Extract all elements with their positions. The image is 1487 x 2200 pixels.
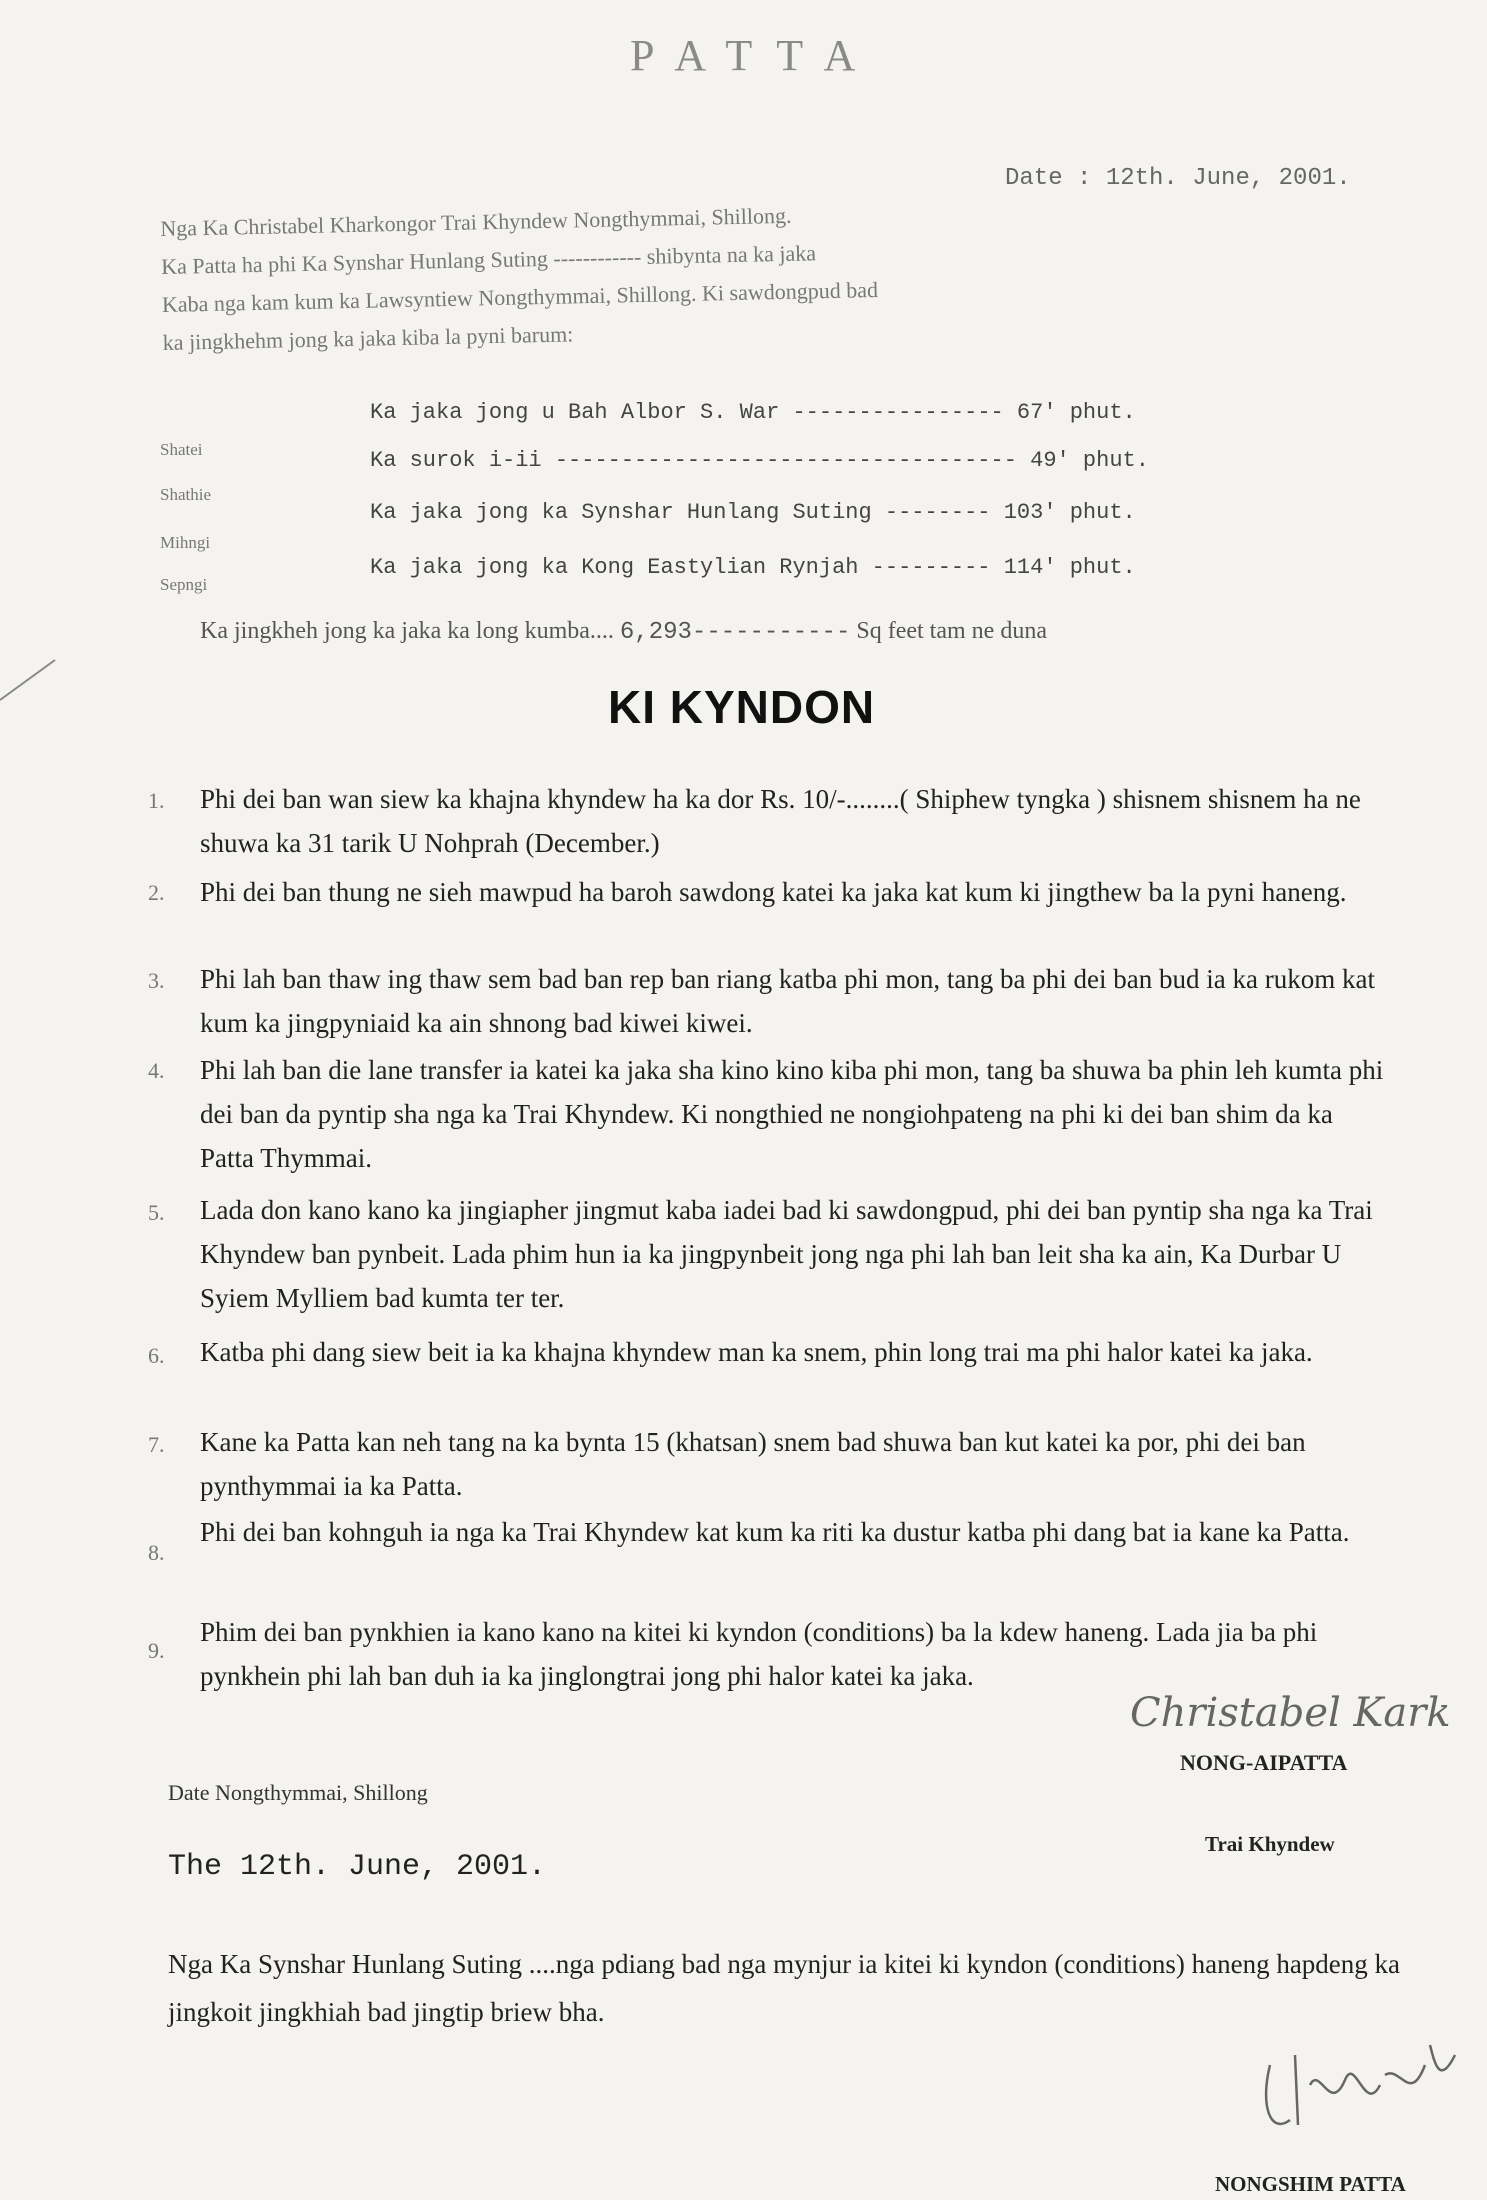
paper-edge-line xyxy=(0,640,60,720)
footer-place: Date Nongthymmai, Shillong xyxy=(168,1780,428,1805)
boundary-value: 103' phut. xyxy=(1003,500,1136,525)
intro-line: Kaba nga kam kum ka Lawsyntiew Nongthymmai, Shillong. Ki sawdongpud bad xyxy=(161,276,879,317)
condition-number: 7. xyxy=(148,1432,165,1457)
condition-number: 3. xyxy=(148,968,165,993)
condition-text: Phim dei ban pynkhien ia kano kano na kitei ki kyndon (conditions) ba la kdew haneng. Lada jia ba phi pynkhein phi lah ban duh ia ka jinglongtrai jong phi halor katei ka jaka. xyxy=(200,1617,1318,1691)
boundary-value: 114' phut. xyxy=(1003,555,1136,580)
condition-text: Phi dei ban wan siew ka khajna khyndew ha ka dor Rs. 10/-........( Shiphew tyngka ) shisnem shisnem ha ne shuwa ka 31 tarik U Nohprah (December.) xyxy=(200,784,1361,858)
boundary-label: Mihngi xyxy=(160,533,211,552)
holder-signature-scribble xyxy=(1250,2025,1470,2145)
measurement-suffix: Sq feet tam ne duna xyxy=(856,618,1047,644)
condition-text: Phi lah ban thaw ing thaw sem bad ban rep ban riang katba phi mon, tang ba phi dei ban bud ia ka rukom kat kum ka jingpyniaid ka ain shnong bad kiwei kiwei. xyxy=(200,964,1375,1038)
footer-date: The 12th. June, 2001. xyxy=(168,1850,547,1884)
issuer-role: NONG-AIPATTA xyxy=(1180,1750,1348,1775)
condition-text: Lada don kano kano ka jingiapher jingmut kaba iadei bad ki sawdongpud, phi dei ban pyntip sha nga ka Trai Khyndew ban pynbeit. Lada phim hun ia ka jingpynbeit jong nga phi lah ban leit sha ka ain, Ka Durbar U Syiem Mylliem bad kumta ter ter. xyxy=(200,1195,1373,1313)
condition-number: 1. xyxy=(148,788,165,813)
boundary-desc: Ka jaka jong u Bah Albor S. War xyxy=(370,400,780,425)
condition-number: 8. xyxy=(148,1540,165,1565)
conditions-heading: KI KYNDON xyxy=(608,681,876,733)
boundary-value: 67' phut. xyxy=(1016,400,1136,425)
condition-text: Phi lah ban die lane transfer ia katei ka jaka sha kino kino kiba phi mon, tang ba shuwa ba phin leh kumta phi dei ban da pyntip sha nga ka Trai Khyndew. Ki nongthied ne nongiohpateng na phi ki dei ban shim da ka Patta Thymmai. xyxy=(200,1055,1384,1173)
issue-date: Date : 12th. June, 2001. xyxy=(1005,165,1351,192)
area-measurement: Ka jingkheh jong ka jaka ka long kumba.... 6,293----------- Sq feet tam ne duna xyxy=(200,618,1047,646)
acceptance-statement: Nga Ka Synshar Hunlang Suting ....nga pdiang bad nga mynjur ia kitei ki kyndon (conditions) haneng hapdeng ka jingkoit jingkhiah bad jingtip briew bha. xyxy=(168,1949,1401,2027)
boundary-label: Sepngi xyxy=(160,575,208,594)
boundary-desc: Ka surok i-ii xyxy=(370,448,542,473)
boundary-desc: Ka jaka jong ka Synshar Hunlang Suting xyxy=(370,500,872,525)
measurement-value: 6,293 xyxy=(619,619,692,646)
holder-role: NONGSHIM PATTA xyxy=(1215,2172,1406,2196)
condition-number: 2. xyxy=(148,880,165,905)
condition-text: Phi dei ban thung ne sieh mawpud ha baroh sawdong katei ka jaka kat kum ki jingthew ba la pyni haneng. xyxy=(200,877,1347,907)
boundary-label: Shathie xyxy=(160,485,211,504)
condition-text: Kane ka Patta kan neh tang na ka bynta 15 (khatsan) snem bad shuwa ban kut katei ka por, phi dei ban pynthymmai ia ka Patta. xyxy=(200,1427,1306,1501)
boundary-text: Ka jaka jong ka Synshar Hunlang Suting -------- 103' phut. xyxy=(370,500,1136,525)
boundary-value: 49' phut. xyxy=(1030,448,1149,473)
intro-block xyxy=(160,195,879,362)
condition-number: 4. xyxy=(148,1058,165,1083)
boundary-text: Ka jaka jong ka Kong Eastylian Rynjah --------- 114' phut. xyxy=(370,555,1136,580)
condition-number: 5. xyxy=(148,1200,165,1225)
boundary-text: Ka surok i-ii ----------------------------------- 49' phut. xyxy=(370,448,1149,473)
boundary-label: Shatei xyxy=(160,440,203,459)
issuer-subrole: Trai Khyndew xyxy=(1205,1832,1335,1856)
condition-number: 9. xyxy=(148,1638,165,1663)
condition-number: 6. xyxy=(148,1343,165,1368)
measurement-prefix: Ka jingkheh jong ka jaka ka long kumba.... xyxy=(200,618,614,644)
intro-line: ka jingkhehm jong ka jaka kiba la pyni barum: xyxy=(162,321,574,355)
document-title: PATTA xyxy=(630,31,880,80)
owner-signature: Christabel Kark xyxy=(1130,1690,1451,1736)
condition-text: Katba phi dang siew beit ia ka khajna khyndew man ka snem, phin long trai ma phi halor katei ka jaka. xyxy=(200,1337,1313,1367)
boundary-desc: Ka jaka jong ka Kong Eastylian Rynjah xyxy=(370,555,859,580)
condition-text: Phi dei ban kohnguh ia nga ka Trai Khyndew kat kum ka riti ka dustur katba phi dang bat ia kane ka Patta. xyxy=(200,1517,1350,1547)
intro-line: Ka Patta ha phi Ka Synshar Hunlang Suting ------------ shibynta na ka jaka xyxy=(160,240,817,279)
boundary-text: Ka jaka jong u Bah Albor S. War ---------------- 67' phut. xyxy=(370,400,1136,425)
intro-line: Nga Ka Christabel Kharkongor Trai Khyndew Nongthymmai, Shillong. xyxy=(160,202,792,241)
